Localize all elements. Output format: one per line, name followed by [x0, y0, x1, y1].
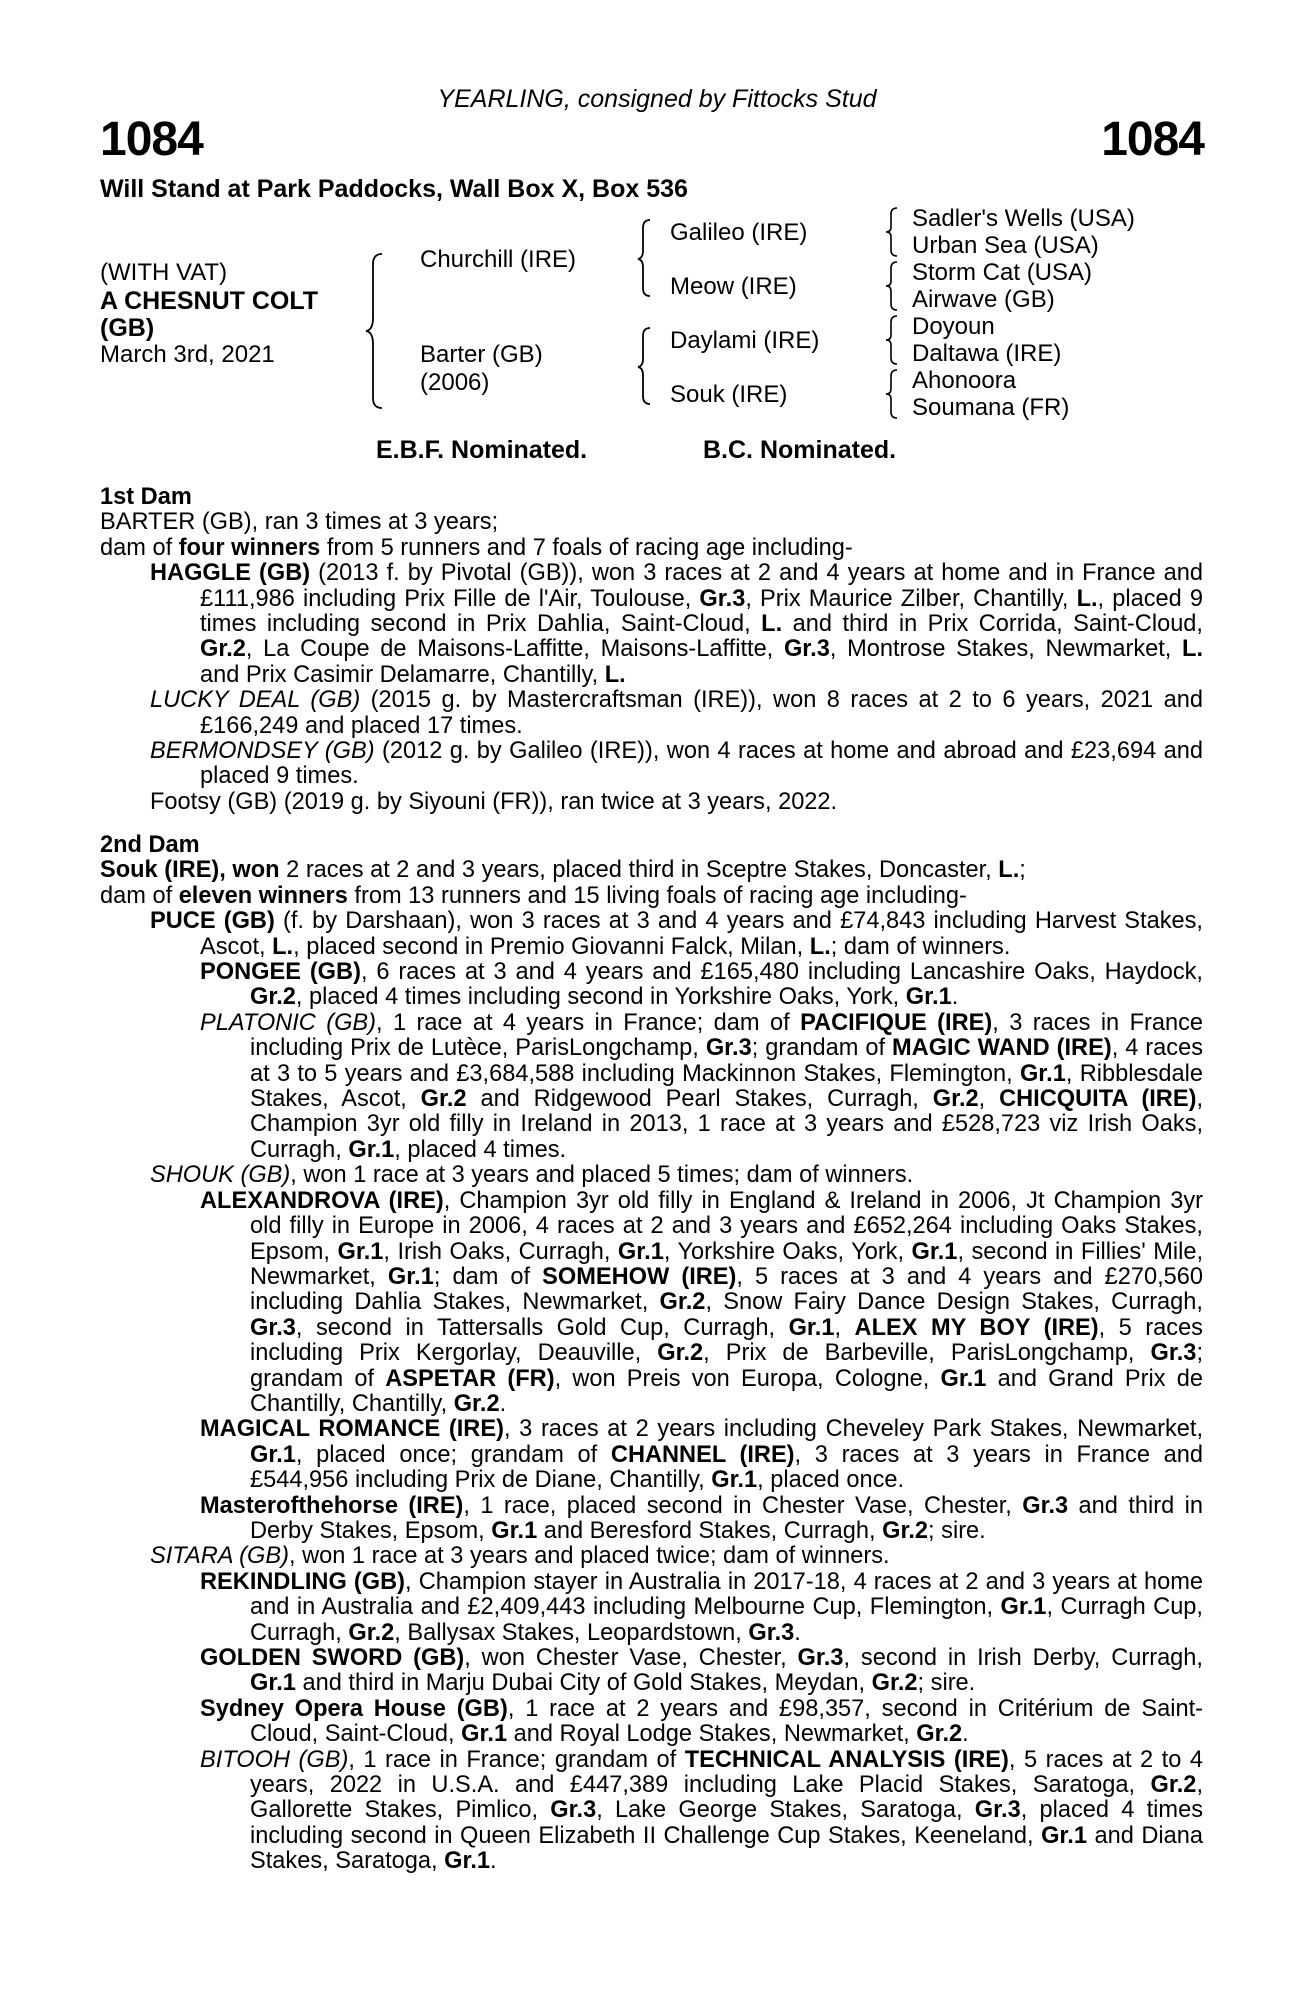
ggp-4: Airwave (GB) — [912, 286, 1055, 313]
sire-sire: Galileo (IRE) — [670, 219, 808, 246]
second-dam-heading: 2nd Dam — [100, 832, 200, 858]
dam-year: (2006) — [420, 369, 490, 396]
second-dam-section — [100, 833, 1203, 1875]
lot-name-country: (GB) — [100, 314, 155, 342]
first-dam-heading: 1st Dam — [100, 484, 192, 510]
lot-number-right: 1084 — [1101, 113, 1204, 166]
progeny-sitara: SITARA (GB), won 1 race at 3 years and placed twice; dam of winners. — [150, 1543, 890, 1570]
consignor-line: YEARLING, consigned by Fittocks Stud — [437, 85, 877, 113]
ggp-3: Storm Cat (USA) — [912, 259, 1093, 286]
brace-ggp-1 — [886, 206, 902, 258]
second-dam-intro: Souk (IRE), won 2 races at 2 and 3 years, placed third in Sceptre Stakes, Doncaster, L.; — [100, 857, 1026, 884]
foaling-date: March 3rd, 2021 — [100, 341, 275, 368]
progeny-sydney-opera-house: Sydney Opera House (GB), 1 race at 2 years and £98,357, second in Critérium de Saint-Cloud, Saint-Cloud, Gr.1 and Royal Lodge Stakes, Newmarket, Gr.2. — [200, 1695, 1203, 1748]
progeny-masterofthehorse: Masterofthehorse (IRE), 1 race, placed second in Chester Vase, Chester, Gr.3 and third in Derby Stakes, Epsom, Gr.1 and Beresford Stakes, Curragh, Gr.2; sire. — [200, 1492, 1203, 1544]
brace-sire — [638, 218, 658, 298]
progeny-alexandrova: ALEXANDROVA (IRE), Champion 3yr old filly in England & Ireland in 2006, Jt Champion 3yr old filly in Europe in 2006, 4 races at 2 and 3 years and £652,264 including Oaks Stakes, Epsom, Gr.1, Irish Oaks, Curragh, Gr.1, Yorkshire Oaks, York, Gr.1, second in Fillies' Mile, Newmarket, Gr.1; dam of SOMEHOW (IRE), 5 races at 3 and 4 years and £270,560 including Dahlia Stakes, Newmarket, Gr.2, Snow Fairy Dance Design Stakes, Curragh, Gr.3, second in Tattersalls Gold Cup, Curragh, Gr.1, ALEX MY BOY (IRE), 5 races including Prix Kergorlay, Deauville, Gr.2, Prix de Barbeville, ParisLongchamp, Gr.3; grandam of ASPETAR (FR), won Preis von Europa, Cologne, Gr.1 and Grand Prix de Chantilly, Chantilly, Gr.2. — [200, 1187, 1204, 1417]
progeny-pongee: PONGEE (GB), 6 races at 3 and 4 years and £165,480 including Lancashire Oaks, Haydock, Gr.2, placed 4 times including second in Yorkshire Oaks, York, Gr.1. — [200, 959, 1203, 1011]
lot-name: A CHESNUT COLT — [100, 287, 319, 315]
progeny-footsy: Footsy (GB) (2019 g. by Siyouni (FR)), ran twice at 3 years, 2022. — [150, 788, 838, 815]
ggp-2: Urban Sea (USA) — [912, 232, 1099, 259]
progeny-bermondsey: BERMONDSEY (GB) (2012 g. by Galileo (IRE)), won 4 races at home and abroad and £23,694 and placed 9 times. — [150, 738, 1203, 790]
progeny-golden-sword: GOLDEN SWORD (GB), won Chester Vase, Chester, Gr.3, second in Irish Derby, Curragh, Gr.1 and third in Marju Dubai City of Gold Stakes, Meydan, Gr.2; sire. — [200, 1645, 1203, 1697]
progeny-platonic: PLATONIC (GB), 1 race at 4 years in France; dam of PACIFIQUE (IRE), 3 races in France including Prix de Lutèce, ParisLongchamp, Gr.3; grandam of MAGIC WAND (IRE), 4 races at 3 to 5 years and £3,684,588 including Mackinnon Stakes, Flemington, Gr.1, Ribblesdale Stakes, Ascot, Gr.2 and Ridgewood Pearl Stakes, Curragh, Gr.2, CHICQUITA (IRE), Champion 3yr old filly in Ireland in 2013, 1 race at 3 years and £528,723 viz Irish Oaks, Curragh, Gr.1, placed 4 times. — [200, 1009, 1204, 1163]
second-dam-produce-summary: dam of eleven winners from 13 runners and 15 living foals of racing age including- — [100, 882, 967, 909]
progeny-shouk: SHOUK (GB), won 1 race at 3 years and placed 5 times; dam of winners. — [150, 1162, 914, 1189]
first-dam-produce-summary: dam of four winners from 5 runners and 7 foals of racing age including- — [100, 534, 853, 561]
dam: Barter (GB) — [420, 341, 543, 368]
progeny-haggle: HAGGLE (GB) (2013 f. by Pivotal (GB)), won 3 races at 2 and 4 years at home and in France and £111,986 including Prix Fille de l'Air, Toulouse, Gr.3, Prix Maurice Zilber, Chantilly, L., placed 9 times including second in Prix Dahlia, Saint-Cloud, L. and third in Prix Corrida, Saint-Cloud, Gr.2, La Coupe de Maisons-Laffitte, Maisons-Laffitte, Gr.3, Montrose Stakes, Newmarket, L. and Prix Casimir Delamarre, Chantilly, L. — [150, 560, 1204, 688]
ebf-nomination: E.B.F. Nominated. — [376, 436, 588, 464]
sire-dam: Meow (IRE) — [670, 273, 797, 300]
progeny-puce: PUCE (GB) (f. by Darshaan), won 3 races at 3 and 4 years and £74,843 including Harvest Stakes, Ascot, L., placed second in Premio Giovanni Falck, Milan, L.; dam of winners. — [150, 908, 1203, 960]
progeny-magical-romance: MAGICAL ROMANCE (IRE), 3 races at 2 years including Cheveley Park Stakes, Newmarket, Gr.1, placed once; grandam of CHANNEL (IRE), 3 races at 3 years in France and £544,956 including Prix de Diane, Chantilly, Gr.1, placed once. — [200, 1416, 1203, 1494]
sire: Churchill (IRE) — [420, 246, 577, 273]
bc-nomination: B.C. Nominated. — [703, 436, 897, 464]
dam-dam: Souk (IRE) — [670, 381, 788, 408]
ggp-8: Soumana (FR) — [912, 394, 1070, 421]
ggp-5: Doyoun — [912, 313, 995, 340]
lot-number-left: 1084 — [100, 113, 203, 166]
brace-ggp-2 — [886, 260, 902, 312]
brace-ggp-4 — [886, 368, 902, 420]
progeny-bitooh: BITOOH (GB), 1 race in France; grandam of TECHNICAL ANALYSIS (IRE), 5 races at 2 to 4 years, 2022 in U.S.A. and £447,389 including Lake Placid Stakes, Saratoga, Gr.2, Gallorette Stakes, Pimlico, Gr.3, Lake George Stakes, Saratoga, Gr.3, placed 4 times including second in Queen Elizabeth II Challenge Cup Stakes, Keeneland, Gr.1 and Diana Stakes, Saratoga, Gr.1. — [200, 1746, 1203, 1875]
progeny-lucky-deal: LUCKY DEAL (GB) (2015 g. by Mastercraftsman (IRE)), won 8 races at 2 to 6 years, 2021 and £166,249 and placed 17 times. — [150, 687, 1203, 739]
ggp-6: Daltawa (IRE) — [912, 340, 1062, 367]
first-dam-section — [100, 485, 1203, 815]
progeny-rekindling: REKINDLING (GB), Champion stayer in Australia in 2017-18, 4 races at 2 and 3 years at home and in Australia and £2,409,443 including Melbourne Cup, Flemington, Gr.1, Curragh Cup, Curragh, Gr.2, Ballysax Stakes, Leopardstown, Gr.3. — [200, 1568, 1203, 1646]
dam-sire: Daylami (IRE) — [670, 327, 820, 354]
brace-ggp-3 — [886, 314, 902, 366]
first-dam-intro: BARTER (GB), ran 3 times at 3 years; — [100, 509, 499, 536]
ggp-1: Sadler's Wells (USA) — [912, 205, 1135, 232]
brace-parents — [368, 252, 388, 410]
vat-note: (WITH VAT) — [100, 259, 228, 286]
stand-location: Will Stand at Park Paddocks, Wall Box X, Box 536 — [100, 175, 688, 203]
ggp-7: Ahonoora — [912, 367, 1017, 394]
brace-dam — [638, 326, 658, 406]
